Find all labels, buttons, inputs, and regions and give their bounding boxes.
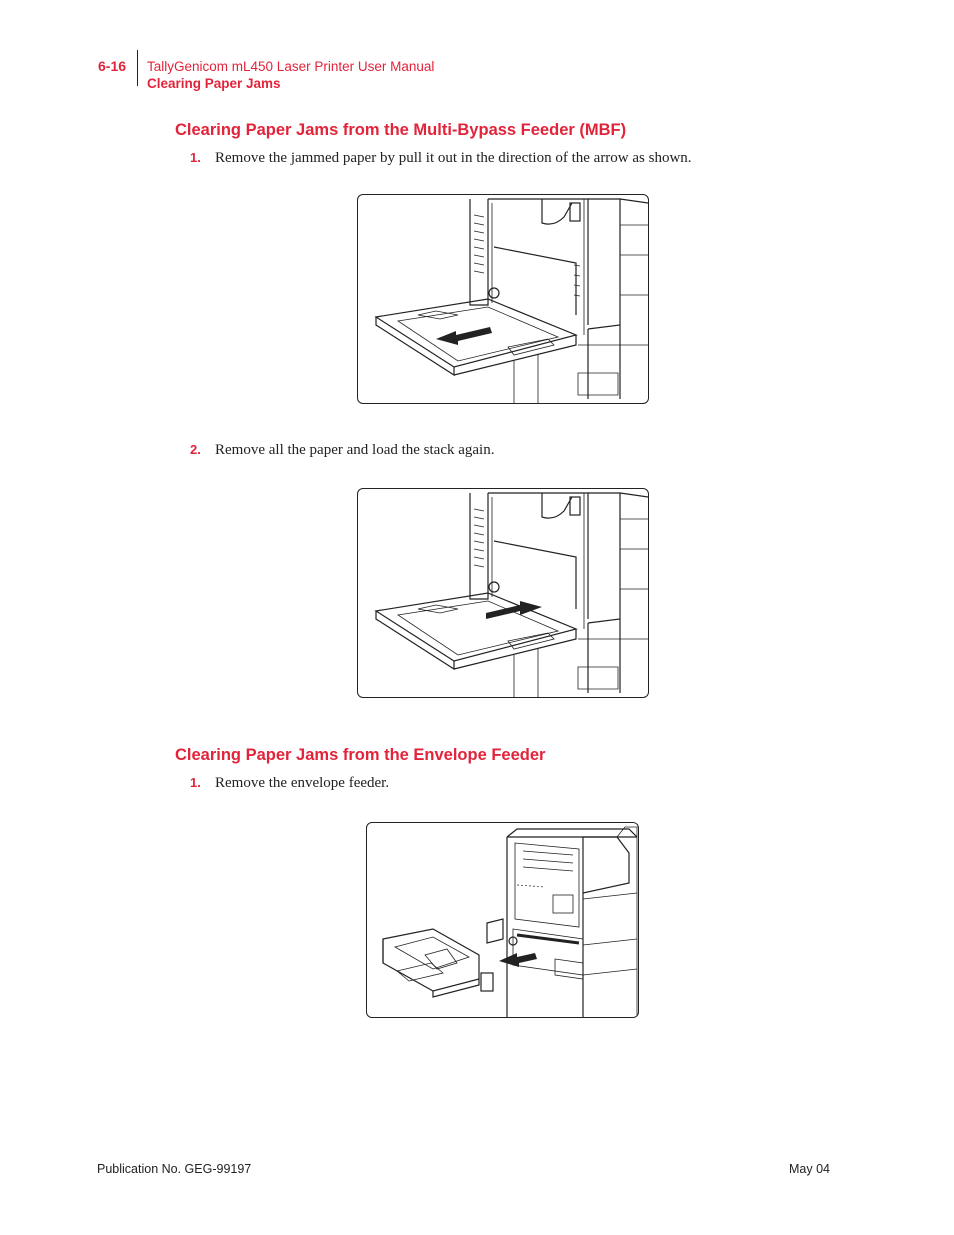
manual-title: TallyGenicom mL450 Laser Printer User Manual: [147, 59, 435, 74]
section-title: Clearing Paper Jams: [147, 76, 281, 91]
step-number: 1.: [190, 150, 201, 165]
step-envelope-1: [190, 775, 389, 792]
step-text: Remove all the paper and load the stack again.: [215, 442, 495, 458]
mbf-reload-stack-illustration: [357, 488, 649, 698]
step-number: 2.: [190, 442, 201, 457]
heading-mbf: Clearing Paper Jams from the Multi-Bypass Feeder (MBF): [175, 121, 627, 139]
header-divider: [137, 50, 138, 86]
footer-date: May 04: [789, 1162, 830, 1176]
step-text: Remove the jammed paper by pull it out in the direction of the arrow as shown.: [215, 150, 692, 166]
step-text: Remove the envelope feeder.: [215, 775, 390, 791]
envelope-feeder-removal-illustration: [366, 822, 639, 1018]
step-mbf-1: [190, 150, 692, 167]
step-number: 1.: [190, 775, 201, 790]
step-mbf-2: [190, 442, 494, 459]
page-number: 6-16: [98, 58, 127, 74]
footer-publication: Publication No. GEG-99197: [97, 1162, 252, 1176]
heading-envelope-feeder: Clearing Paper Jams from the Envelope Feeder: [175, 746, 546, 764]
mbf-pull-paper-out-illustration: [357, 194, 649, 404]
